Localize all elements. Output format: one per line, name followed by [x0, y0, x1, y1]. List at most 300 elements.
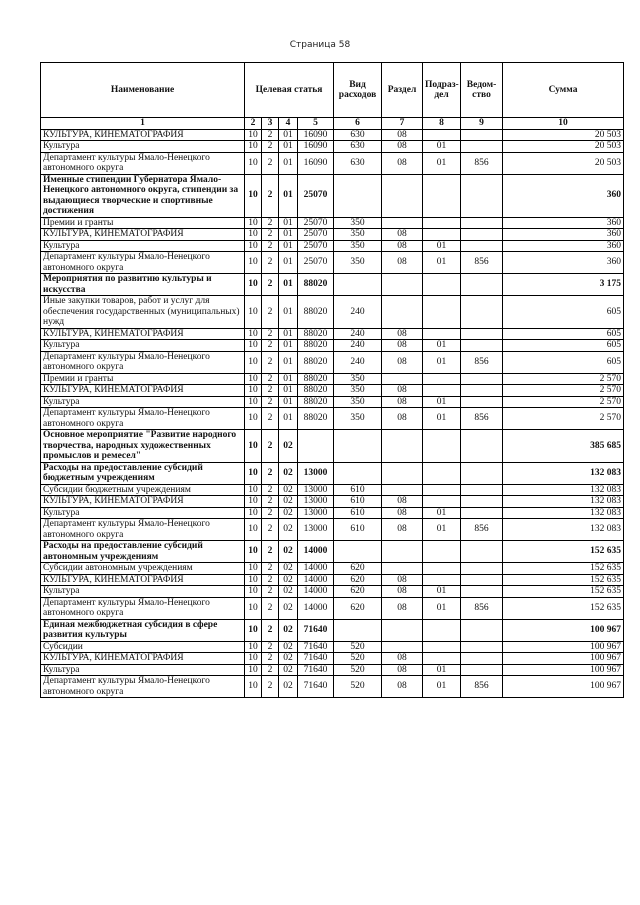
- cell-expense-type: 610: [334, 496, 382, 508]
- cell-expense-type: [334, 462, 382, 484]
- cell-program: 10: [245, 653, 262, 665]
- header-amount: Сумма: [503, 63, 624, 118]
- column-number: 9: [461, 118, 503, 130]
- cell-name: Культура: [41, 141, 245, 153]
- header-name: Наименование: [41, 63, 245, 118]
- cell-name: Премии и гранты: [41, 217, 245, 229]
- cell-program: 10: [245, 586, 262, 598]
- cell-expense-type: 620: [334, 597, 382, 619]
- cell-subsection: [423, 574, 461, 586]
- cell-direction: 16090: [298, 129, 334, 141]
- cell-program: 10: [245, 676, 262, 698]
- cell-name: Департамент культуры Ямало-Ненецкого автономного округа: [41, 152, 245, 174]
- cell-expense-type: [334, 541, 382, 563]
- table-row: [41, 141, 624, 153]
- cell-event: 02: [279, 484, 298, 496]
- cell-section: 08: [382, 328, 423, 340]
- cell-name: КУЛЬТУРА, КИНЕМАТОГРАФИЯ: [41, 229, 245, 241]
- cell-subsection: [423, 619, 461, 641]
- cell-direction: 16090: [298, 152, 334, 174]
- cell-event: 02: [279, 519, 298, 541]
- cell-expense-type: 630: [334, 141, 382, 153]
- cell-event: 02: [279, 496, 298, 508]
- cell-subsection: 01: [423, 252, 461, 274]
- cell-program: 10: [245, 373, 262, 385]
- table-row: [41, 229, 624, 241]
- cell-program: 10: [245, 240, 262, 252]
- cell-department: [461, 274, 503, 296]
- table-row: [41, 129, 624, 141]
- table-row: [41, 252, 624, 274]
- cell-direction: 88020: [298, 408, 334, 430]
- cell-event: 02: [279, 541, 298, 563]
- cell-department: [461, 586, 503, 598]
- cell-event: 02: [279, 563, 298, 575]
- table-row: [41, 641, 624, 653]
- cell-name: Именные стипендии Губернатора Ямало-Ненецкого автономного округа, стипендии за выдающиеся творческие и спортивные достижения: [41, 174, 245, 217]
- column-number-row: [41, 118, 624, 130]
- cell-expense-type: 350: [334, 373, 382, 385]
- cell-subprogram: 2: [262, 574, 279, 586]
- cell-department: [461, 328, 503, 340]
- table-row: [41, 385, 624, 397]
- cell-name: Культура: [41, 240, 245, 252]
- cell-direction: 88020: [298, 385, 334, 397]
- cell-subsection: [423, 563, 461, 575]
- cell-subsection: 01: [423, 340, 461, 352]
- cell-subsection: 01: [423, 408, 461, 430]
- cell-amount: 100 967: [503, 641, 624, 653]
- cell-section: 08: [382, 129, 423, 141]
- cell-subprogram: 2: [262, 385, 279, 397]
- cell-event: 01: [279, 340, 298, 352]
- cell-name: Департамент культуры Ямало-Ненецкого автономного округа: [41, 252, 245, 274]
- cell-expense-type: [334, 619, 382, 641]
- cell-program: 10: [245, 541, 262, 563]
- cell-subsection: 01: [423, 396, 461, 408]
- cell-name: Мероприятия по развитию культуры и искусства: [41, 274, 245, 296]
- table-row: [41, 174, 624, 217]
- cell-amount: 360: [503, 217, 624, 229]
- cell-direction: 13000: [298, 507, 334, 519]
- cell-event: 01: [279, 296, 298, 329]
- cell-section: 08: [382, 676, 423, 698]
- cell-subprogram: 2: [262, 484, 279, 496]
- table-row: [41, 496, 624, 508]
- cell-name: Культура: [41, 664, 245, 676]
- cell-name: Иные закупки товаров, работ и услуг для обеспечения государственных (муниципальных) нужд: [41, 296, 245, 329]
- cell-expense-type: 610: [334, 507, 382, 519]
- cell-subsection: 01: [423, 676, 461, 698]
- cell-amount: 132 083: [503, 519, 624, 541]
- cell-amount: 605: [503, 351, 624, 373]
- cell-program: 10: [245, 496, 262, 508]
- cell-name: Департамент культуры Ямало-Ненецкого автономного округа: [41, 519, 245, 541]
- cell-amount: 152 635: [503, 541, 624, 563]
- cell-subsection: [423, 462, 461, 484]
- cell-direction: 71640: [298, 676, 334, 698]
- cell-expense-type: 620: [334, 563, 382, 575]
- cell-department: [461, 217, 503, 229]
- cell-subprogram: 2: [262, 519, 279, 541]
- cell-subprogram: 2: [262, 586, 279, 598]
- cell-section: 08: [382, 385, 423, 397]
- cell-section: [382, 430, 423, 463]
- cell-section: 08: [382, 396, 423, 408]
- table-row: [41, 274, 624, 296]
- cell-event: 01: [279, 373, 298, 385]
- cell-expense-type: 350: [334, 408, 382, 430]
- cell-event: 01: [279, 252, 298, 274]
- cell-amount: 132 083: [503, 462, 624, 484]
- cell-subsection: 01: [423, 664, 461, 676]
- cell-subsection: [423, 217, 461, 229]
- cell-program: 10: [245, 462, 262, 484]
- cell-subprogram: 2: [262, 274, 279, 296]
- budget-table: [40, 62, 624, 698]
- cell-subsection: 01: [423, 240, 461, 252]
- cell-department: [461, 174, 503, 217]
- cell-subprogram: 2: [262, 396, 279, 408]
- cell-direction: 14000: [298, 586, 334, 598]
- cell-expense-type: 630: [334, 129, 382, 141]
- cell-event: 01: [279, 174, 298, 217]
- cell-section: [382, 641, 423, 653]
- cell-subsection: 01: [423, 507, 461, 519]
- cell-event: 01: [279, 129, 298, 141]
- cell-expense-type: 610: [334, 519, 382, 541]
- cell-section: 08: [382, 653, 423, 665]
- cell-event: 02: [279, 462, 298, 484]
- cell-expense-type: 630: [334, 152, 382, 174]
- cell-name: КУЛЬТУРА, КИНЕМАТОГРАФИЯ: [41, 496, 245, 508]
- cell-event: 02: [279, 676, 298, 698]
- cell-program: 10: [245, 574, 262, 586]
- cell-direction: 14000: [298, 574, 334, 586]
- table-row: [41, 340, 624, 352]
- cell-subprogram: 2: [262, 229, 279, 241]
- cell-department: [461, 563, 503, 575]
- cell-subsection: 01: [423, 351, 461, 373]
- cell-program: 10: [245, 229, 262, 241]
- cell-program: 10: [245, 296, 262, 329]
- cell-subprogram: 2: [262, 296, 279, 329]
- cell-subsection: [423, 274, 461, 296]
- column-number: 1: [41, 118, 245, 130]
- header-expense-type: Вид расходов: [334, 63, 382, 118]
- cell-section: [382, 217, 423, 229]
- cell-amount: 20 503: [503, 129, 624, 141]
- cell-direction: 14000: [298, 541, 334, 563]
- cell-subprogram: 2: [262, 507, 279, 519]
- cell-event: 01: [279, 217, 298, 229]
- cell-expense-type: 620: [334, 574, 382, 586]
- cell-subprogram: 2: [262, 597, 279, 619]
- cell-direction: 88020: [298, 351, 334, 373]
- cell-section: 08: [382, 340, 423, 352]
- cell-subprogram: 2: [262, 328, 279, 340]
- table-row: [41, 574, 624, 586]
- cell-subprogram: 2: [262, 541, 279, 563]
- cell-amount: 132 083: [503, 484, 624, 496]
- cell-amount: 360: [503, 174, 624, 217]
- cell-name: Субсидии: [41, 641, 245, 653]
- cell-direction: 25070: [298, 252, 334, 274]
- cell-subsection: [423, 385, 461, 397]
- cell-department: [461, 340, 503, 352]
- table-row: [41, 373, 624, 385]
- cell-department: 856: [461, 408, 503, 430]
- cell-amount: 132 083: [503, 496, 624, 508]
- cell-name: КУЛЬТУРА, КИНЕМАТОГРАФИЯ: [41, 653, 245, 665]
- cell-amount: 2 570: [503, 385, 624, 397]
- cell-section: 08: [382, 586, 423, 598]
- cell-expense-type: 350: [334, 217, 382, 229]
- cell-subprogram: 2: [262, 152, 279, 174]
- cell-expense-type: [334, 174, 382, 217]
- cell-program: 10: [245, 274, 262, 296]
- table-row: [41, 408, 624, 430]
- cell-subsection: 01: [423, 152, 461, 174]
- cell-subprogram: 2: [262, 619, 279, 641]
- cell-direction: 71640: [298, 619, 334, 641]
- cell-event: 01: [279, 141, 298, 153]
- cell-program: 10: [245, 141, 262, 153]
- cell-amount: 100 967: [503, 619, 624, 641]
- cell-department: [461, 373, 503, 385]
- cell-expense-type: 350: [334, 240, 382, 252]
- cell-direction: 25070: [298, 217, 334, 229]
- cell-event: 02: [279, 597, 298, 619]
- cell-subsection: [423, 641, 461, 653]
- cell-subsection: [423, 430, 461, 463]
- cell-program: 10: [245, 129, 262, 141]
- cell-event: 02: [279, 653, 298, 665]
- column-number: 10: [503, 118, 624, 130]
- cell-name: Расходы на предоставление субсидий автономным учреждениям: [41, 541, 245, 563]
- cell-department: [461, 385, 503, 397]
- cell-program: 10: [245, 340, 262, 352]
- cell-name: КУЛЬТУРА, КИНЕМАТОГРАФИЯ: [41, 328, 245, 340]
- cell-program: 10: [245, 641, 262, 653]
- cell-department: [461, 240, 503, 252]
- cell-name: Культура: [41, 396, 245, 408]
- cell-event: 01: [279, 408, 298, 430]
- cell-subsection: [423, 484, 461, 496]
- cell-section: [382, 274, 423, 296]
- cell-direction: 25070: [298, 174, 334, 217]
- cell-program: 10: [245, 563, 262, 575]
- table-row: [41, 396, 624, 408]
- column-number: 8: [423, 118, 461, 130]
- cell-name: Основное мероприятие "Развитие народного творчества, народных художественных промыслов и ремесел": [41, 430, 245, 463]
- cell-amount: 385 685: [503, 430, 624, 463]
- column-number: 6: [334, 118, 382, 130]
- cell-amount: 152 635: [503, 586, 624, 598]
- cell-direction: 88020: [298, 396, 334, 408]
- cell-section: 08: [382, 574, 423, 586]
- cell-direction: 16090: [298, 141, 334, 153]
- cell-name: КУЛЬТУРА, КИНЕМАТОГРАФИЯ: [41, 385, 245, 397]
- table-row: [41, 619, 624, 641]
- cell-expense-type: 240: [334, 296, 382, 329]
- table-row: [41, 507, 624, 519]
- table-row: [41, 519, 624, 541]
- cell-direction: 25070: [298, 240, 334, 252]
- cell-program: 10: [245, 217, 262, 229]
- cell-subsection: [423, 229, 461, 241]
- cell-program: 10: [245, 396, 262, 408]
- cell-name: Премии и гранты: [41, 373, 245, 385]
- cell-department: [461, 641, 503, 653]
- table-row: [41, 430, 624, 463]
- cell-event: 01: [279, 351, 298, 373]
- cell-name: Субсидии автономным учреждениям: [41, 563, 245, 575]
- cell-name: Департамент культуры Ямало-Ненецкого автономного округа: [41, 597, 245, 619]
- cell-section: 08: [382, 152, 423, 174]
- cell-subprogram: 2: [262, 462, 279, 484]
- cell-amount: 152 635: [503, 597, 624, 619]
- cell-subsection: [423, 129, 461, 141]
- cell-department: [461, 496, 503, 508]
- cell-direction: 71640: [298, 641, 334, 653]
- cell-subsection: [423, 653, 461, 665]
- column-number: 7: [382, 118, 423, 130]
- cell-name: Единая межбюджетная субсидия в сфере развития культуры: [41, 619, 245, 641]
- cell-subsection: [423, 496, 461, 508]
- cell-expense-type: 620: [334, 586, 382, 598]
- cell-direction: 88020: [298, 328, 334, 340]
- cell-direction: [298, 430, 334, 463]
- cell-expense-type: 350: [334, 229, 382, 241]
- cell-direction: 13000: [298, 519, 334, 541]
- cell-section: 08: [382, 664, 423, 676]
- cell-department: 856: [461, 252, 503, 274]
- column-number: 5: [298, 118, 334, 130]
- table-row: [41, 563, 624, 575]
- table-row: [41, 462, 624, 484]
- cell-event: 02: [279, 619, 298, 641]
- cell-subprogram: 2: [262, 653, 279, 665]
- cell-expense-type: 520: [334, 653, 382, 665]
- table-row: [41, 597, 624, 619]
- cell-program: 10: [245, 619, 262, 641]
- cell-program: 10: [245, 484, 262, 496]
- cell-subprogram: 2: [262, 664, 279, 676]
- cell-department: [461, 541, 503, 563]
- cell-subprogram: 2: [262, 430, 279, 463]
- cell-amount: 152 635: [503, 574, 624, 586]
- cell-name: Департамент культуры Ямало-Ненецкого автономного округа: [41, 676, 245, 698]
- cell-direction: 13000: [298, 462, 334, 484]
- cell-expense-type: 350: [334, 396, 382, 408]
- cell-section: [382, 462, 423, 484]
- cell-subsection: 01: [423, 586, 461, 598]
- cell-direction: 88020: [298, 373, 334, 385]
- cell-amount: 100 967: [503, 653, 624, 665]
- table-row: [41, 328, 624, 340]
- cell-expense-type: 240: [334, 351, 382, 373]
- cell-department: [461, 296, 503, 329]
- cell-amount: 100 967: [503, 664, 624, 676]
- cell-event: 02: [279, 586, 298, 598]
- cell-section: [382, 541, 423, 563]
- cell-subsection: 01: [423, 141, 461, 153]
- cell-event: 01: [279, 385, 298, 397]
- cell-department: [461, 430, 503, 463]
- cell-amount: 360: [503, 252, 624, 274]
- cell-section: 08: [382, 351, 423, 373]
- cell-event: 01: [279, 396, 298, 408]
- cell-amount: 2 570: [503, 373, 624, 385]
- cell-department: [461, 141, 503, 153]
- cell-event: 01: [279, 229, 298, 241]
- cell-department: [461, 664, 503, 676]
- cell-expense-type: 350: [334, 385, 382, 397]
- cell-direction: 14000: [298, 597, 334, 619]
- cell-expense-type: 520: [334, 676, 382, 698]
- cell-amount: 2 570: [503, 408, 624, 430]
- cell-event: 02: [279, 507, 298, 519]
- cell-section: [382, 563, 423, 575]
- cell-name: Культура: [41, 507, 245, 519]
- table-row: [41, 296, 624, 329]
- cell-event: 01: [279, 328, 298, 340]
- cell-department: [461, 462, 503, 484]
- cell-subprogram: 2: [262, 373, 279, 385]
- cell-program: 10: [245, 174, 262, 217]
- cell-subsection: 01: [423, 519, 461, 541]
- table-row: [41, 351, 624, 373]
- cell-event: 02: [279, 641, 298, 653]
- cell-expense-type: [334, 274, 382, 296]
- cell-event: 02: [279, 664, 298, 676]
- cell-amount: 2 570: [503, 396, 624, 408]
- cell-direction: 71640: [298, 653, 334, 665]
- cell-expense-type: [334, 430, 382, 463]
- cell-direction: 13000: [298, 496, 334, 508]
- cell-name: Департамент культуры Ямало-Ненецкого автономного округа: [41, 351, 245, 373]
- cell-subsection: 01: [423, 597, 461, 619]
- column-number: 2: [245, 118, 262, 130]
- cell-direction: 13000: [298, 484, 334, 496]
- cell-amount: 20 503: [503, 141, 624, 153]
- cell-subprogram: 2: [262, 252, 279, 274]
- cell-department: [461, 507, 503, 519]
- cell-amount: 605: [503, 340, 624, 352]
- table-row: [41, 676, 624, 698]
- cell-name: Департамент культуры Ямало-Ненецкого автономного округа: [41, 408, 245, 430]
- column-number: 4: [279, 118, 298, 130]
- cell-department: 856: [461, 597, 503, 619]
- cell-subprogram: 2: [262, 496, 279, 508]
- cell-program: 10: [245, 430, 262, 463]
- cell-event: 01: [279, 240, 298, 252]
- cell-expense-type: 610: [334, 484, 382, 496]
- cell-expense-type: 520: [334, 641, 382, 653]
- cell-section: 08: [382, 141, 423, 153]
- header-department: Ведом-ство: [461, 63, 503, 118]
- cell-section: [382, 619, 423, 641]
- cell-section: [382, 484, 423, 496]
- table-row: [41, 152, 624, 174]
- table-row: [41, 240, 624, 252]
- table-row: [41, 484, 624, 496]
- cell-subprogram: 2: [262, 174, 279, 217]
- cell-amount: 360: [503, 229, 624, 241]
- page-label: Страница 58: [289, 40, 351, 50]
- cell-section: 08: [382, 496, 423, 508]
